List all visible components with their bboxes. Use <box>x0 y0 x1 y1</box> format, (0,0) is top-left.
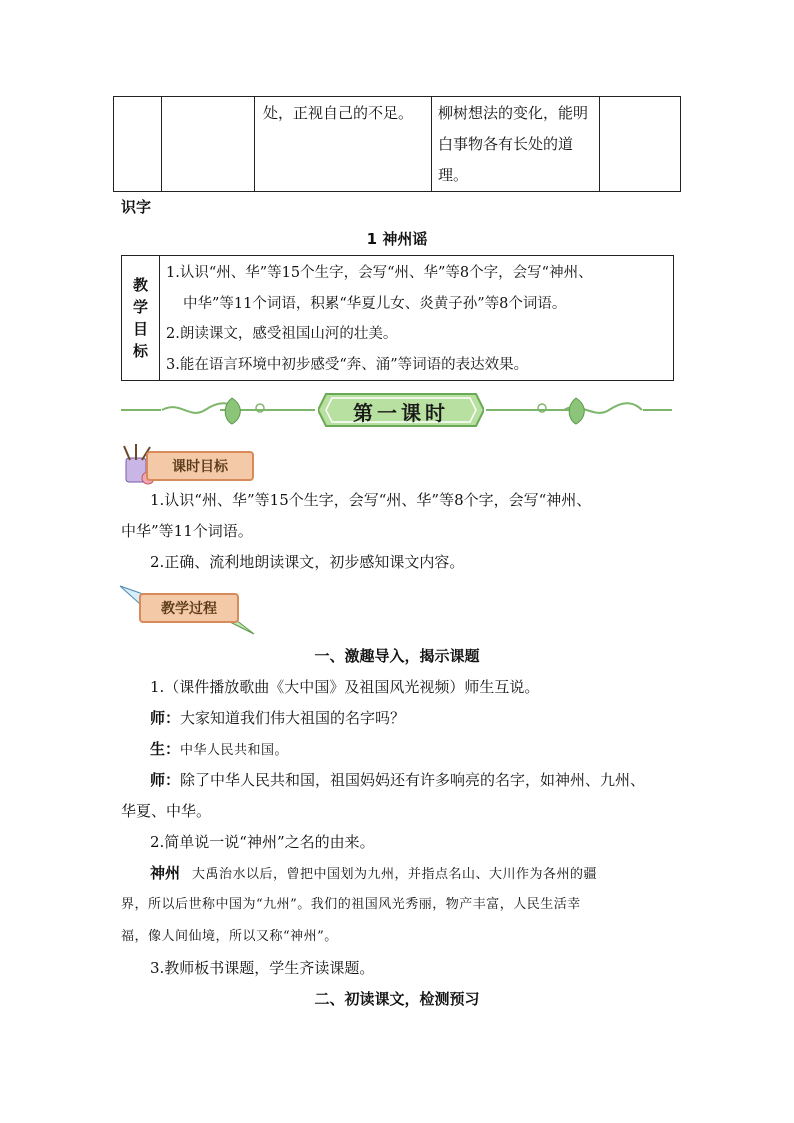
dialogue-teacher <box>150 706 405 730</box>
table-cell <box>432 97 600 192</box>
lesson-goals-tag-label: 课时目标 <box>172 459 228 475</box>
step-text: 2.简单说一说“神州”之名的由来。 <box>150 833 375 851</box>
teaching-process-tag-label: 教学过程 <box>161 601 217 617</box>
lesson-goal-line: 1.认识“州、华”等15个生字，会写“州、华”等8个字，会写“神州、 <box>150 491 592 509</box>
divider-line <box>643 409 672 411</box>
teaching-goals-label <box>122 256 160 380</box>
lesson-goals-tag <box>146 451 254 481</box>
table-cell <box>600 97 681 192</box>
section-label: 识字 <box>121 198 152 216</box>
table-cell-text: 白事物各有长处的道 <box>438 135 574 153</box>
speaker-label: 师： <box>150 709 181 727</box>
lesson-goal-line: 2.正确、流利地朗读课文，初步感知课文内容。 <box>150 553 465 571</box>
dialogue-teacher <box>150 768 645 792</box>
note-line: 界，所以后世称中国为“九州”。我们的祖国风光秀丽，物产丰富，人民生活幸 <box>121 897 581 912</box>
note-line: 福，像人间仙境，所以又称“神州”。 <box>121 929 338 944</box>
table-cell-text: 处，正视自己的不足。 <box>263 104 414 122</box>
note-line <box>150 861 597 887</box>
table-cell <box>255 97 432 192</box>
dialogue-student <box>150 737 288 763</box>
previous-table <box>113 96 681 192</box>
lesson-title: 1 神州谣 <box>366 230 428 248</box>
speaker-label: 师： <box>150 771 181 789</box>
step-text: 3.教师板书课题，学生齐读课题。 <box>150 959 375 977</box>
table-cell-text: 理。 <box>438 166 469 184</box>
goal-line: 2.朗读课文，感受祖国山河的壮美。 <box>166 326 398 342</box>
teaching-goals-list <box>166 258 669 380</box>
section-heading: 二、初读课文，检测预习 <box>314 990 480 1008</box>
banner-label: 第一课时 <box>353 401 449 425</box>
side-char: 学 <box>132 298 148 316</box>
teaching-goals-box <box>121 255 674 381</box>
table-cell <box>114 97 162 192</box>
dialogue-text: 中华人民共和国。 <box>180 743 289 758</box>
side-char: 目 <box>132 320 148 338</box>
dialogue-text: 除了中华人民共和国，祖国妈妈还有许多响亮的名字，如神州、九州、 <box>180 771 646 789</box>
teaching-process-tag <box>139 593 239 623</box>
goal-line: 1.认识“州、华”等15个生字，会写“州、华”等8个字，会写“神州、 <box>166 265 593 281</box>
step-text: 1.（课件播放歌曲《大中国》及祖国风光视频）师生互说。 <box>150 678 540 696</box>
banner-label-wrap <box>318 392 484 428</box>
lesson-goal-line: 中华”等11个词语。 <box>121 522 253 540</box>
dialogue-text-cont: 华夏、中华。 <box>121 802 212 820</box>
goal-line: 中华”等11个词语，积累“华夏儿女、炎黄子孙”等8个词语。 <box>183 295 567 312</box>
side-char: 教 <box>132 276 148 294</box>
note-term: 神州 <box>150 864 181 882</box>
table-cell <box>162 97 255 192</box>
vine-ornament-left <box>160 396 320 426</box>
goal-line: 3.能在语言环境中初步感受“奔、涌”等词语的表达效果。 <box>166 356 529 373</box>
speaker-label: 生： <box>150 740 181 758</box>
section-heading: 一、激趣导入，揭示课题 <box>314 647 480 665</box>
dialogue-text: 大家知道我们伟大祖国的名字吗？ <box>180 709 406 727</box>
vine-ornament-right <box>484 396 644 426</box>
divider-line <box>121 409 161 411</box>
note-text: 大禹治水以后，曾把中国划为九州，并指点名山、大川作为各州的疆 <box>192 867 598 882</box>
table-cell-text: 柳树想法的变化，能明 <box>438 104 589 122</box>
side-char: 标 <box>132 342 148 360</box>
